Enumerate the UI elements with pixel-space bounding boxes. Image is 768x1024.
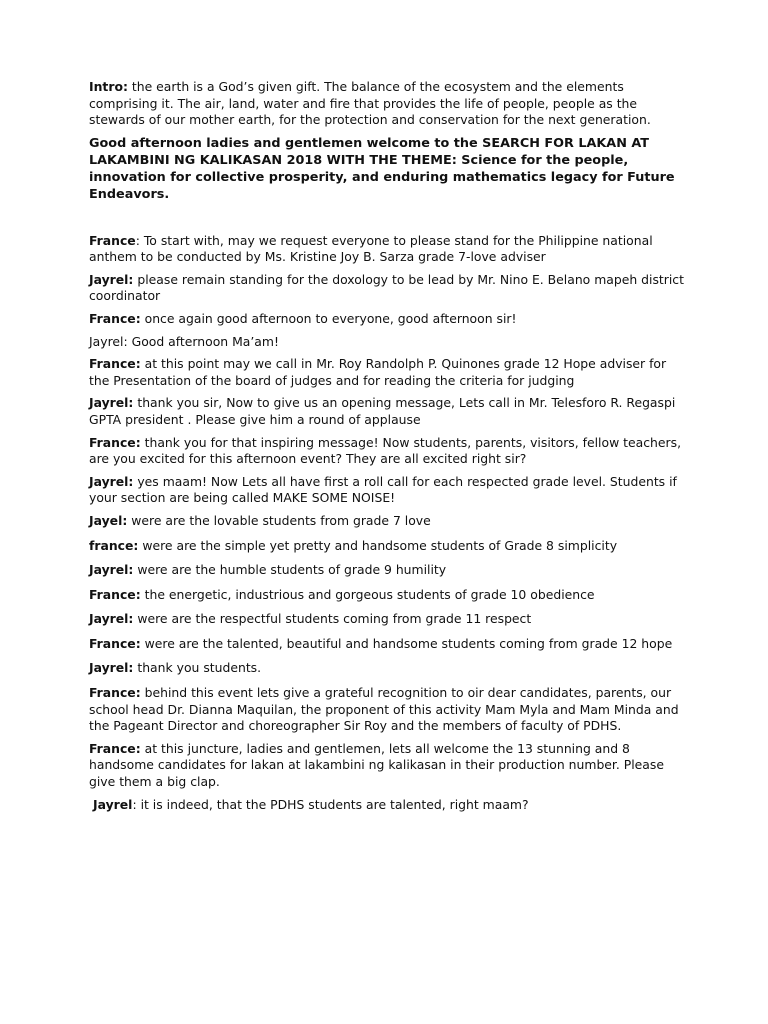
speaker-name: Jayrel: bbox=[89, 611, 134, 627]
line-text: the energetic, industrious and gorgeous students of grade 10 obedience bbox=[144, 586, 595, 602]
speaker-name: Jayrel: bbox=[89, 395, 134, 411]
script-line bbox=[89, 685, 689, 735]
speaker-name: Jayrel bbox=[93, 796, 133, 812]
script-line: France: To start with, may we request everyone to please stand for the Philippine national anthem to be conducted by Ms. Kristine Joy B. Sarza grade 7-love adviser bbox=[89, 232, 653, 265]
line-text: behind this event lets give a grateful recognition to oir dear candidates, parents, our school head Dr. Dianna Maquilan, the proponent of this activity Mam Myla and Mam Minda and the Pageant Director and choreographer Sir Roy and the members of faculty of PDHS. bbox=[89, 685, 679, 734]
script-line bbox=[89, 334, 689, 351]
line-text: yes maam! Now Lets all have first a roll call for each respected grade level. Students if your section are being called MAKE SOME NOISE! bbox=[89, 473, 677, 506]
script-line bbox=[89, 587, 689, 604]
line-text: please remain standing for the doxology to be lead by Mr. Nino E. Belano mapeh district coordinator bbox=[89, 271, 684, 304]
speaker-name: France: bbox=[89, 586, 141, 602]
line-text: To start with, may we request everyone to please stand for the Philippine national anthem to be conducted by Ms. Kristine Joy B. Sarza grade 7-love adviser bbox=[89, 232, 653, 265]
line-text: at this juncture, ladies and gentlemen, lets all welcome the 13 stunning and 8 handsome candidates for lakan at lakambini ng kalikasan in their production number. Please give them a big clap. bbox=[89, 740, 664, 790]
line-text: once again good afternoon to everyone, good afternoon sir! bbox=[144, 310, 517, 326]
speaker-name: Jayrel: bbox=[89, 333, 128, 349]
script-line bbox=[89, 356, 689, 389]
intro-text: the earth is a God’s given gift. The balance of the ecosystem and the elements comprising it. The air, land, water and fire that provides the life of people, people as the stewards of our mother earth, for the protection and conservation for the next generation. bbox=[89, 79, 651, 128]
speaker-name: Jayel: bbox=[89, 512, 128, 528]
script-line bbox=[89, 435, 689, 468]
line-text: were are the talented, beautiful and handsome students coming from grade 12 hope bbox=[144, 635, 673, 651]
script-line bbox=[89, 611, 689, 628]
intro-label: Intro: bbox=[89, 79, 128, 94]
speaker-name: France: bbox=[89, 310, 141, 326]
script-line bbox=[89, 562, 689, 579]
script-line bbox=[89, 636, 689, 653]
script-line: Jayrel: it is indeed, that the PDHS students are talented, right maam? bbox=[93, 796, 529, 812]
line-text: it is indeed, that the PDHS students are talented, right maam? bbox=[140, 796, 529, 812]
line-text: were are the respectful students coming from grade 11 respect bbox=[137, 611, 532, 627]
line-text: were are the simple yet pretty and handsome students of Grade 8 simplicity bbox=[142, 537, 618, 553]
line-text: were are the lovable students from grade 7 love bbox=[131, 512, 431, 528]
script-line bbox=[89, 660, 689, 677]
welcome-paragraph: Good afternoon ladies and gentlemen welcome to the SEARCH FOR LAKAN AT LAKAMBINI NG KALIKASAN 2018 WITH THE THEME: Science for the people, innovation for collective prosperity, and enduring mathematics legacy for Future Endeavors. bbox=[89, 135, 675, 203]
script-lines bbox=[89, 233, 689, 814]
speaker-name: France bbox=[89, 232, 136, 248]
speaker-name: France: bbox=[89, 685, 141, 701]
speaker-name: France: bbox=[89, 434, 141, 450]
speaker-name: Jayrel: bbox=[89, 660, 134, 676]
speaker-name: Jayrel: bbox=[89, 562, 134, 578]
speaker-name: france: bbox=[89, 537, 139, 553]
script-line bbox=[89, 741, 689, 791]
speaker-name: Jayrel: bbox=[89, 271, 134, 287]
speaker-name: France: bbox=[89, 356, 141, 372]
speaker-name: France: bbox=[89, 635, 141, 651]
script-line bbox=[89, 538, 689, 555]
line-text: at this point may we call in Mr. Roy Randolph P. Quinones grade 12 Hope adviser for the Presentation of the board of judges and for reading the criteria for judging bbox=[89, 356, 667, 388]
intro-paragraph bbox=[89, 79, 689, 129]
document-page bbox=[89, 79, 689, 813]
line-text: thank you sir, Now to give us an opening message, Lets call in Mr. Telesforo R. Regaspi GPTA president . Please give him a round of applause bbox=[89, 395, 676, 427]
line-text: Good afternoon Ma’am! bbox=[131, 333, 279, 349]
script-line bbox=[89, 272, 689, 305]
script-line bbox=[89, 474, 689, 507]
speaker-name: France: bbox=[89, 740, 141, 756]
script-line bbox=[89, 311, 689, 328]
speaker-name: Jayrel: bbox=[89, 473, 134, 489]
script-line bbox=[89, 395, 689, 428]
script-line bbox=[89, 513, 689, 530]
line-text: were are the humble students of grade 9 humility bbox=[137, 562, 447, 578]
line-text: thank you students. bbox=[137, 660, 262, 676]
line-text: thank you for that inspiring message! Now students, parents, visitors, fellow teachers, are you excited for this afternoon event? They are all excited right sir? bbox=[89, 434, 682, 467]
